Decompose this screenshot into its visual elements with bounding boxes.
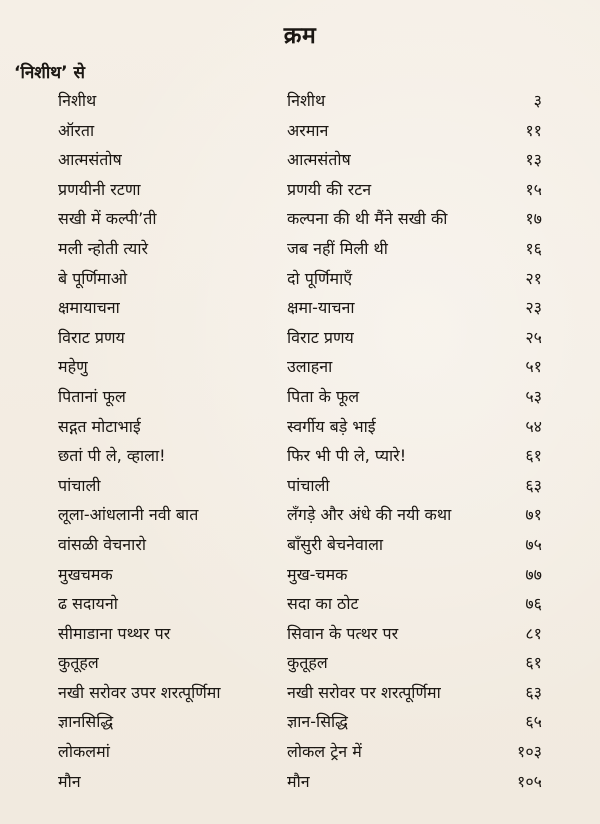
toc-entry bbox=[0, 293, 600, 323]
entry-page-number: ५१ bbox=[525, 357, 542, 377]
entry-page-number: ६३ bbox=[525, 682, 542, 702]
entry-original-title: ढ सदायनो bbox=[58, 594, 118, 614]
entry-original-title: महेणु bbox=[58, 357, 88, 377]
entry-original-title: आत्मसंतोष bbox=[58, 150, 122, 170]
entry-translated-title: प्रणयी की रटन bbox=[287, 179, 372, 199]
toc-entry bbox=[0, 619, 600, 649]
entry-translated-title: फिर भी पी ले, प्यारे! bbox=[287, 446, 407, 466]
entry-translated-title: सदा का ठोट bbox=[287, 594, 359, 614]
entry-original-title: लूला-आंधलानी नवी बात bbox=[58, 505, 199, 525]
entry-translated-title: कुतूहल bbox=[287, 653, 328, 673]
entry-page-number: ६१ bbox=[525, 653, 542, 673]
entry-translated-title: नखी सरोवर पर शरत्पूर्णिमा bbox=[287, 682, 441, 702]
entry-original-title: छतां पी ले, व्हाला! bbox=[58, 446, 166, 466]
entry-page-number: ६१ bbox=[525, 446, 542, 466]
entry-translated-title: पिता के फूल bbox=[287, 386, 360, 406]
entry-page-number: ७५ bbox=[525, 534, 542, 554]
entry-original-title: मौन bbox=[58, 771, 81, 791]
entry-translated-title: मौन bbox=[287, 771, 310, 791]
entry-translated-title: अरमान bbox=[287, 120, 329, 140]
entry-original-title: मली न्होती त्यारे bbox=[58, 238, 149, 258]
entry-page-number: ५३ bbox=[525, 386, 542, 406]
toc-entry bbox=[0, 648, 600, 678]
entry-page-number: ६३ bbox=[525, 475, 542, 495]
entry-original-title: बे पूर्णिमाओ bbox=[58, 268, 128, 288]
entry-page-number: ७७ bbox=[525, 564, 542, 584]
entry-translated-title: पांचाली bbox=[287, 475, 330, 495]
page-title: क्रम bbox=[283, 23, 317, 49]
entry-translated-title: लँगड़े और अंधे की नयी कथा bbox=[287, 505, 452, 525]
entry-page-number: ६५ bbox=[525, 712, 542, 732]
entry-original-title: क्षमायाचना bbox=[58, 298, 120, 318]
entry-translated-title: मुख-चमक bbox=[287, 564, 348, 584]
entry-original-title: पांचाली bbox=[58, 475, 101, 495]
toc-entry bbox=[0, 678, 600, 708]
entry-original-title: वांसळी वेचनारो bbox=[58, 534, 147, 554]
toc-entry bbox=[0, 234, 600, 264]
toc-entry bbox=[0, 86, 600, 116]
entry-translated-title: सिवान के पत्थर पर bbox=[287, 623, 399, 643]
section-heading: ‘निशीथ’ से bbox=[14, 63, 85, 83]
entry-original-title: ऑरता bbox=[58, 120, 95, 140]
entry-translated-title: क्षमा-याचना bbox=[287, 298, 355, 318]
entry-original-title: लोकलमां bbox=[58, 742, 110, 762]
entry-translated-title: आत्मसंतोष bbox=[287, 150, 351, 170]
entry-translated-title: लोकल ट्रेन में bbox=[287, 742, 362, 762]
entry-page-number: १३ bbox=[525, 150, 542, 170]
entry-page-number: २१ bbox=[525, 268, 542, 288]
toc-entry bbox=[0, 323, 600, 353]
entry-page-number: ७६ bbox=[525, 594, 542, 614]
entry-translated-title: विराट प्रणय bbox=[287, 327, 354, 347]
entry-page-number: १५ bbox=[525, 179, 542, 199]
table-of-contents bbox=[0, 86, 600, 796]
toc-entry bbox=[0, 737, 600, 767]
entry-page-number: २५ bbox=[525, 327, 542, 347]
entry-original-title: पितानां फूल bbox=[58, 386, 126, 406]
entry-translated-title: दो पूर्णिमाएँ bbox=[287, 268, 353, 288]
toc-entry bbox=[0, 441, 600, 471]
entry-original-title: विराट प्रणय bbox=[58, 327, 125, 347]
toc-entry bbox=[0, 264, 600, 294]
toc-entry bbox=[0, 175, 600, 205]
toc-entry bbox=[0, 382, 600, 412]
entry-page-number: ३ bbox=[533, 91, 542, 110]
entry-page-number: २३ bbox=[525, 298, 542, 318]
entry-original-title: सीमाडाना पथ्थर पर bbox=[58, 623, 171, 643]
toc-entry bbox=[0, 145, 600, 175]
entry-page-number: १०५ bbox=[517, 771, 542, 791]
entry-translated-title: स्वर्गीय बड़े भाई bbox=[287, 416, 376, 436]
entry-original-title: मुखचमक bbox=[58, 564, 113, 584]
entry-page-number: ७१ bbox=[525, 505, 542, 525]
entry-original-title: सद्गत मोटाभाई bbox=[58, 416, 141, 436]
entry-original-title: ज्ञानसिद्धि bbox=[58, 712, 114, 732]
entry-original-title: निशीथ bbox=[58, 91, 97, 110]
entry-translated-title: निशीथ bbox=[287, 91, 326, 110]
entry-page-number: ८१ bbox=[525, 623, 542, 643]
toc-entry bbox=[0, 352, 600, 382]
entry-original-title: सखी में कल्पी’ती bbox=[58, 209, 157, 229]
toc-entry bbox=[0, 589, 600, 619]
toc-entry bbox=[0, 412, 600, 442]
entry-translated-title: कल्पना की थी मैंने सखी की bbox=[287, 209, 448, 229]
entry-translated-title: जब नहीं मिली थी bbox=[287, 238, 388, 258]
entry-page-number: १०३ bbox=[517, 742, 542, 762]
toc-entry bbox=[0, 707, 600, 737]
entry-page-number: १७ bbox=[525, 209, 542, 229]
entry-page-number: ५४ bbox=[525, 416, 542, 436]
entry-translated-title: ज्ञान-सिद्धि bbox=[287, 712, 348, 732]
entry-original-title: नखी सरोवर उपर शरत्पूर्णिमा bbox=[58, 682, 221, 702]
toc-entry bbox=[0, 500, 600, 530]
toc-entry bbox=[0, 204, 600, 234]
entry-original-title: कुतूहल bbox=[58, 653, 99, 673]
toc-entry bbox=[0, 767, 600, 797]
toc-entry bbox=[0, 560, 600, 590]
toc-entry bbox=[0, 530, 600, 560]
toc-entry bbox=[0, 471, 600, 501]
entry-translated-title: बाँसुरी बेचनेवाला bbox=[287, 534, 384, 554]
entry-original-title: प्रणयीनी रटणा bbox=[58, 179, 141, 199]
entry-page-number: १६ bbox=[525, 238, 542, 258]
entry-page-number: ११ bbox=[525, 120, 542, 140]
toc-entry bbox=[0, 116, 600, 146]
entry-translated-title: उलाहना bbox=[287, 357, 333, 377]
